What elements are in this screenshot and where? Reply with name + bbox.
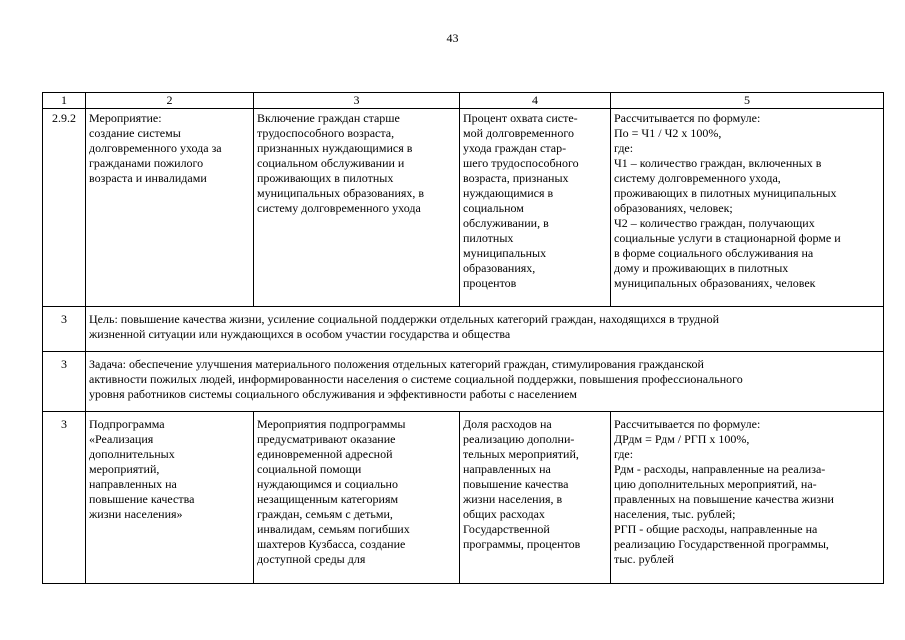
indicators-table <box>42 92 884 584</box>
row-number: 3 <box>43 412 86 584</box>
measure-name: Подпрограмма «Реализация дополнительных мероприятий, направленных на повышение качества жизни населения» <box>86 412 254 584</box>
table-row <box>43 307 884 352</box>
measure-description: Мероприятия подпрограммы предусматривают оказание единовременной адресной социальной помощи нуждающимся и социально незащищенным категориям граждан, семьям с детьми, инвалидам, семьям погибших шахтеров Кузбасса, создание доступной среды для <box>254 412 460 584</box>
calculation-method: Рассчитывается по формуле: По = Ч1 / Ч2 x 100%, где: Ч1 – количество граждан, включенных в систему долговременного ухода, проживающих в пилотных муниципальных образованиях, человек; Ч2 – количество граждан, получающих социальные услуги в стационарной форме и в форме социального обслуживания на дому и проживающих в пилотных муниципальных образованиях, человек <box>611 109 884 307</box>
task-text: Задача: обеспечение улучшения материального положения отдельных категорий граждан, стимулирования гражданской активности пожилых людей, информированности населения о системе социальной поддержки, повышения профессионального уровня работников системы социального обслуживания и эффективности работы с населением <box>86 352 884 412</box>
indicator-name: Доля расходов на реализацию дополни- тельных мероприятий, направленных на повышение качества жизни населения, в общих расходах Государственной программы, процентов <box>460 412 611 584</box>
table-row <box>43 109 884 307</box>
indicator-name: Процент охвата систе- мой долговременного ухода граждан стар- шего трудоспособного возраста, признаных нуждающимися в социальном обслуживании, в пилотных муниципальных образованиях, процентов <box>460 109 611 307</box>
table-header-row <box>43 93 884 109</box>
header-cell-4: 4 <box>460 93 611 109</box>
row-number: 3 <box>43 307 86 352</box>
header-cell-3: 3 <box>254 93 460 109</box>
row-number: 3 <box>43 352 86 412</box>
header-cell-1: 1 <box>43 93 86 109</box>
table-row <box>43 412 884 584</box>
page-number: 43 <box>446 31 459 45</box>
goal-text: Цель: повышение качества жизни, усиление социальной поддержки отдельных категорий граждан, находящихся в трудной жизненной ситуации или нуждающихся в особом участии государства и общества <box>86 307 884 352</box>
measure-description: Включение граждан старше трудоспособного возраста, признанных нуждающимися в социальном обслуживании и проживающих в пилотных муниципальных образованиях, в систему долговременного ухода <box>254 109 460 307</box>
row-number: 2.9.2 <box>43 109 86 307</box>
table-row <box>43 352 884 412</box>
header-cell-5: 5 <box>611 93 884 109</box>
header-cell-2: 2 <box>86 93 254 109</box>
calculation-method: Рассчитывается по формуле: ДРдм = Рдм / РГП x 100%, где: Рдм - расходы, направленные на реализа- цию дополнительных мероприятий, на- правленных на повышение качества жизни населения, тыс. рублей; РГП - общие расходы, направленные на реализацию Государственной программы, тыс. рублей <box>611 412 884 584</box>
measure-name: Мероприятие: создание системы долговременного ухода за гражданами пожилого возраста и инвалидами <box>86 109 254 307</box>
